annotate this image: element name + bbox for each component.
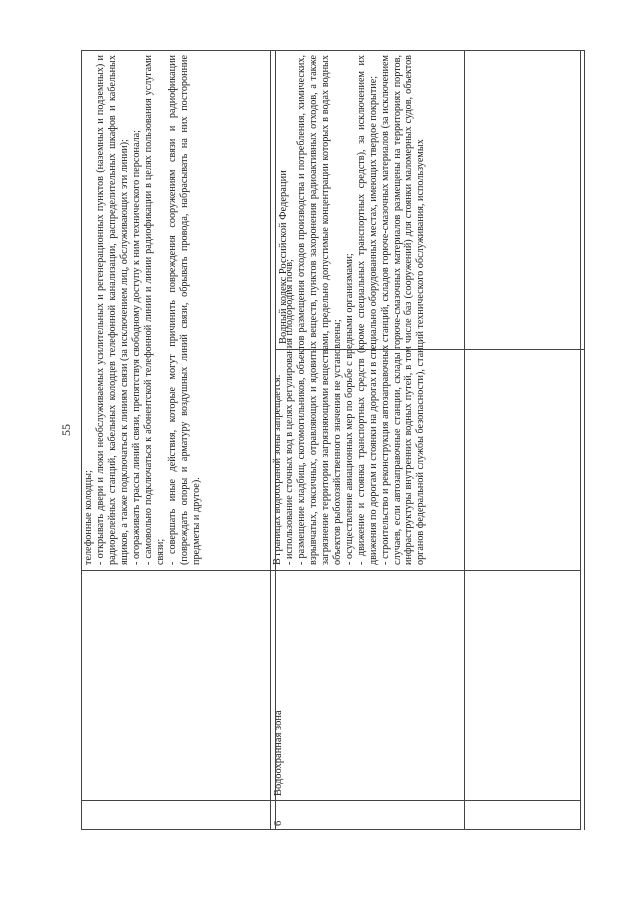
law-reference-panel bbox=[275, 50, 585, 830]
restriction-line: - осуществление авиационных мер по борьбе с вредными организмами; bbox=[343, 253, 355, 565]
row-number-cell: 6 bbox=[270, 800, 581, 830]
restrictions-cell bbox=[81, 50, 270, 570]
row-number-cell bbox=[81, 800, 270, 830]
table-row bbox=[81, 50, 271, 830]
restriction-line: - движение и стоянка транспортных средств (кроме специальных транспортных средств), за исключением их движения по дорогам и стоянки на дорогах и в специально оборудованных местах, имеющих твердое покрытие; bbox=[355, 55, 379, 565]
zone-name-cell bbox=[81, 570, 270, 800]
restriction-line: - огораживать трассы линий связи, препятствуя свободному доступу к ним технического персонала; bbox=[130, 130, 142, 565]
law-cell bbox=[275, 50, 585, 350]
restriction-line: телефонные колодцы; bbox=[83, 470, 94, 565]
restriction-line: - самовольно подключаться к абонентской телефонной линии и линии радиофикации в целях пользования услугами связи; bbox=[142, 55, 166, 565]
restriction-line: - совершать иные действия, которые могут причинить повреждения сооружениям связи и радиофикации (повреждать опоры и арматуру воздушных линий связи, обрывать провода, набрасывать на них посторонние предметы и другое). bbox=[166, 55, 202, 565]
zone-name: Водоохранная зона bbox=[273, 710, 284, 796]
restriction-line: - строительство и реконструкция автозаправочных станций, складов горюче-смазочных материалов (за исключением случаев, если автозаправочные станции, склады горюче-смазочных материалов размещены на территориях портов, инфраструктуры внутренних водных путей, в том числе баз (сооружений) для стоянки маломерных судов, объектов органов федеральной службы безопасности), станций технического обслуживания, используемых bbox=[379, 55, 427, 565]
restriction-line: - открывать двери и люки необслуживаемых усилительных и регенерационных пунктов (наземных и подземных) и радиорелейных станций, кабельных колодцев телефонной канализации, распределительных шкафов и кабельных ящиков, а также подключаться к линиям связи (за исключением лиц, обслуживающих эти линии); bbox=[94, 55, 130, 565]
law-reference: Водный кодекс Российской Федерации bbox=[278, 170, 289, 344]
restriction-line: - размещение кладбищ, скотомогильников, объектов размещения отходов производства и потребления, химических, взрывчатых, токсичных, отравляющих и ядовитых веществ, пунктов захоронения радиоактивных отходов, а также загрязнение территории загрязняющими веществами, предельно допустимые концентрации которых в водах водных объектов рыбохозяйственного значения не установлены; bbox=[295, 55, 343, 565]
page-number: 55 bbox=[59, 424, 73, 436]
restriction-line: - использование сточных вод в целях регулирования плодородия почв; bbox=[283, 259, 295, 565]
restriction-line: В границах водоохраной зоны запрещается: bbox=[272, 374, 283, 565]
